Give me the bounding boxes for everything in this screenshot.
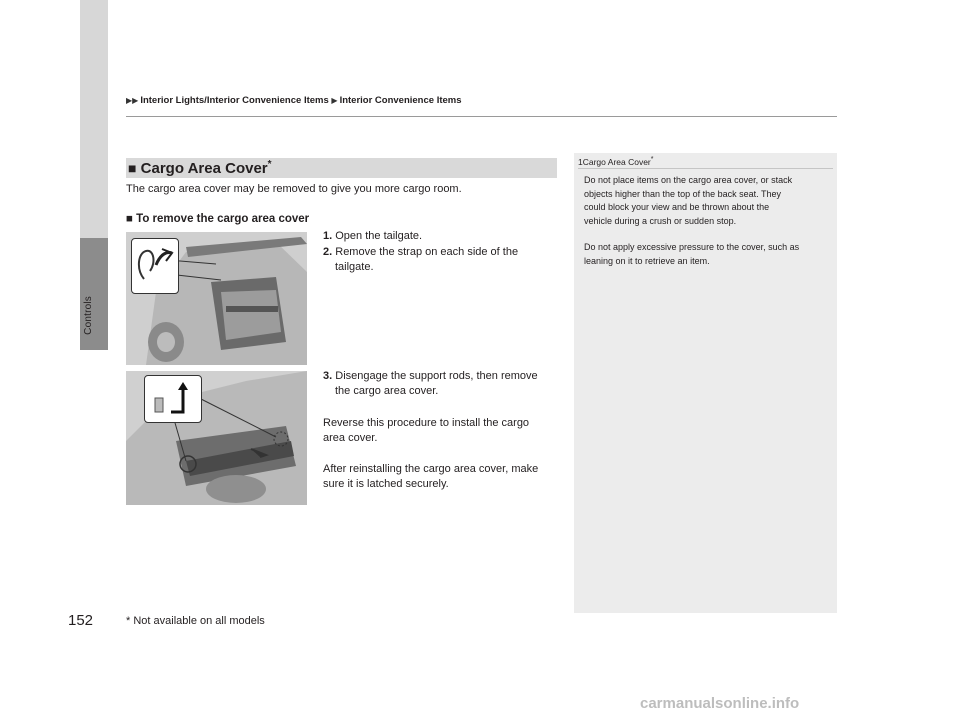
strap-hook-icon (131, 238, 179, 294)
step-number: 1. (323, 230, 333, 242)
after-text (323, 462, 538, 492)
step-text-cont: the cargo area cover. (335, 385, 439, 397)
subsection-square-icon: ■ (126, 213, 133, 225)
breadcrumb-arrow-icon: ▶ (331, 96, 338, 105)
side-tab-background (80, 0, 108, 238)
step-number: 3. (323, 370, 333, 382)
section-title-text: Cargo Area Cover (140, 160, 268, 177)
sidebar-paragraph-1: Do not place items on the cargo area cover, or stack objects higher than the top of the back seat. They could block your view and be thrown about the vehicle during a crush or sudden stop. (584, 175, 793, 226)
sidebar-rule (578, 168, 833, 169)
footnote: * Not available on all models (126, 615, 265, 627)
after-text-line2: sure it is latched securely. (323, 478, 449, 490)
subsection-title (126, 213, 309, 225)
breadcrumb-arrow-icon: ▶▶ (126, 96, 139, 105)
header-rule (126, 116, 837, 117)
sidebar-note-title (578, 156, 654, 167)
tailgate-open-illustration (126, 232, 307, 365)
reverse-text (323, 416, 529, 446)
watermark: carmanualsonline.info (640, 695, 800, 712)
reverse-text-line1: Reverse this procedure to install the cargo (323, 417, 530, 429)
reverse-text-line2: area cover. (323, 432, 378, 444)
intro-text: The cargo area cover may be removed to give you more cargo room. (126, 183, 462, 195)
sidebar-title-text: Cargo Area Cover (582, 156, 651, 167)
step-text: Disengage the support rods, then remove (335, 370, 538, 382)
step-1 (323, 229, 422, 244)
page-number: 152 (68, 612, 94, 629)
after-text-line1: After reinstalling the cargo area cover, make (323, 463, 539, 475)
step-text: Open the tailgate. (335, 230, 423, 242)
step-3 (323, 369, 538, 399)
section-title (128, 159, 272, 177)
step-2 (323, 245, 518, 275)
sidebar-paragraph-2: Do not apply excessive pressure to the cover, such as leaning on it to retrieve an item. (584, 242, 800, 266)
breadcrumb (126, 95, 462, 106)
cargo-cover-removal-illustration (126, 371, 307, 505)
step-number: 2. (323, 246, 333, 258)
breadcrumb-item-1[interactable]: Interior Lights/Interior Convenience Items (140, 95, 329, 106)
sidebar-ref-number: 1 (578, 156, 583, 167)
section-footnote-star: * (267, 159, 272, 170)
section-square-icon: ■ (128, 160, 137, 176)
subsection-title-text: To remove the cargo area cover (136, 213, 310, 225)
side-tab-label: Controls (83, 296, 94, 335)
rod-release-arrow-icon (144, 375, 202, 423)
sidebar-footnote-star: * (650, 156, 654, 163)
step-text-cont: tailgate. (335, 261, 374, 273)
breadcrumb-item-2[interactable]: Interior Convenience Items (339, 95, 462, 106)
step-text: Remove the strap on each side of the (335, 246, 519, 258)
